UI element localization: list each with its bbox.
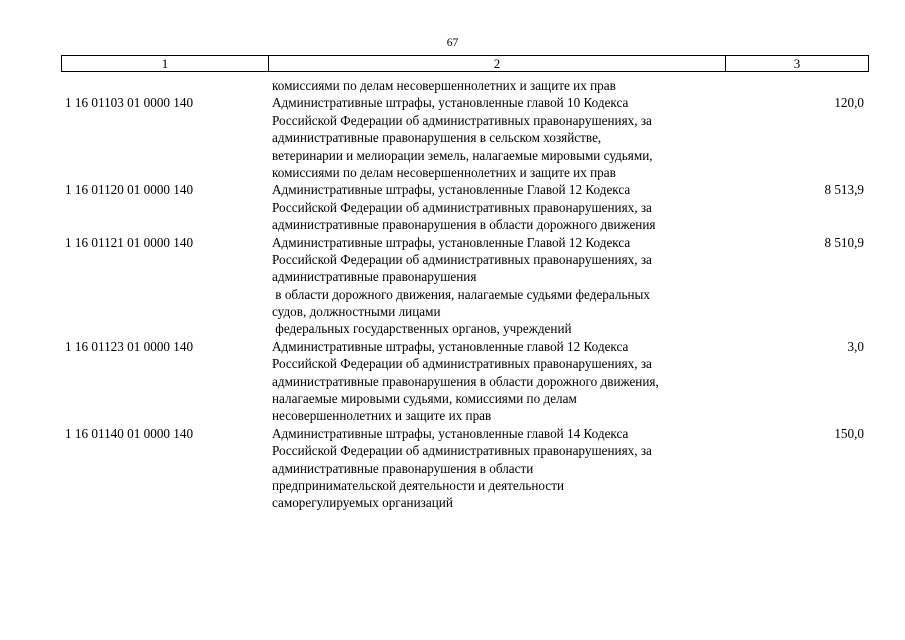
table-row — [61, 216, 865, 233]
description-text: Российской Федерации об административных правонарушениях, за — [272, 356, 652, 372]
amount-value — [723, 477, 865, 494]
table-row — [61, 199, 865, 216]
description-text: налагаемые мировыми судьями, комиссиями по делам — [272, 391, 577, 407]
amount-value — [723, 303, 865, 320]
table-row — [61, 442, 865, 459]
description-text: Российской Федерации об административных правонарушениях, за — [272, 112, 652, 128]
budget-code — [61, 460, 267, 477]
budget-code — [61, 355, 267, 372]
table-row — [61, 268, 865, 285]
description-text: Административные штрафы, установленные Главой 12 Кодекса — [272, 234, 631, 250]
description-text: административные правонарушения в области — [272, 460, 534, 476]
header-col-description: 2 — [269, 56, 726, 72]
budget-code — [61, 494, 267, 511]
table-row — [61, 77, 865, 94]
table-row — [61, 320, 865, 337]
amount-value — [723, 320, 865, 337]
amount-value — [723, 460, 865, 477]
description-text: ветеринарии и мелиорации земель, налагаемые мировыми судьями, — [272, 147, 653, 163]
description-text: комиссиями по делам несовершеннолетних и защите их прав — [272, 78, 616, 93]
budget-code — [61, 407, 267, 424]
table-row — [61, 129, 865, 146]
budget-code — [61, 164, 267, 181]
table-row — [61, 164, 865, 181]
amount-value — [723, 355, 865, 372]
table-row — [61, 494, 865, 511]
amount-value — [723, 216, 865, 233]
budget-code — [61, 216, 267, 233]
description-text: комиссиями по делам несовершеннолетних и защите их прав — [272, 164, 616, 180]
table-row — [61, 286, 865, 303]
table-row — [61, 303, 865, 320]
table-row — [61, 460, 865, 477]
header-row — [62, 56, 869, 72]
budget-code: 1 16 01140 01 0000 140 — [65, 425, 194, 441]
table-row — [61, 234, 865, 251]
header-col-code: 1 — [62, 56, 269, 72]
table-row — [61, 355, 865, 372]
budget-code — [61, 286, 267, 303]
description-text: административные правонарушения в области дорожного движения — [272, 217, 656, 233]
description-text: Российской Федерации об административных правонарушениях, за — [272, 443, 652, 459]
budget-code — [61, 390, 267, 407]
budget-code — [61, 129, 267, 146]
budget-code — [61, 320, 267, 337]
table-row — [61, 425, 865, 442]
description-text: Административные штрафы, установленные Главой 12 Кодекса — [272, 182, 631, 198]
budget-code: 1 16 01120 01 0000 140 — [65, 182, 194, 198]
description-text: Российской Федерации об административных правонарушениях, за — [272, 199, 652, 215]
description-text: Административные штрафы, установленные главой 14 Кодекса — [272, 425, 629, 441]
amount-value: 3,0 — [847, 338, 864, 354]
table-row — [61, 407, 865, 424]
amount-value: 150,0 — [834, 425, 864, 441]
amount-value: 120,0 — [834, 95, 864, 111]
description-text: саморегулируемых организаций — [272, 495, 453, 511]
table-row — [61, 373, 865, 390]
budget-code: 1 16 01121 01 0000 140 — [65, 234, 194, 250]
description-text: Российской Федерации об административных правонарушениях, за — [272, 251, 652, 267]
budget-code — [61, 303, 267, 320]
header-col-amount: 3 — [726, 56, 869, 72]
budget-code — [61, 442, 267, 459]
table-header — [61, 55, 869, 72]
table-row — [61, 251, 865, 268]
description-text: административные правонарушения — [272, 269, 477, 285]
amount-value — [723, 286, 865, 303]
budget-code — [61, 373, 267, 390]
amount-value — [723, 129, 865, 146]
description-text: федеральных государственных органов, учреждений — [272, 321, 572, 337]
amount-value — [723, 147, 865, 164]
amount-value — [723, 268, 865, 285]
table-row — [61, 390, 865, 407]
table-row — [61, 181, 865, 198]
table-row — [61, 112, 865, 129]
description-text: административные правонарушения в области дорожного движения, — [272, 373, 659, 389]
table-row — [61, 338, 865, 355]
amount-value — [723, 164, 865, 181]
table-body — [61, 77, 865, 512]
budget-code — [61, 199, 267, 216]
amount-value: 8 513,9 — [824, 182, 864, 198]
budget-code — [61, 268, 267, 285]
page-number: 67 — [446, 37, 459, 49]
table-row — [61, 147, 865, 164]
amount-value — [723, 407, 865, 424]
table-row — [61, 477, 865, 494]
budget-code — [61, 477, 267, 494]
amount-value — [723, 77, 865, 94]
amount-value — [723, 199, 865, 216]
budget-code — [61, 112, 267, 129]
description-text: судов, должностными лицами — [272, 304, 441, 320]
amount-value — [723, 251, 865, 268]
budget-code: 1 16 01123 01 0000 140 — [65, 338, 194, 354]
description-text: в области дорожного движения, налагаемые судьями федеральных — [272, 286, 650, 302]
description-text: Административные штрафы, установленные главой 10 Кодекса — [272, 95, 629, 111]
budget-code — [61, 147, 267, 164]
budget-code — [61, 77, 267, 94]
budget-code: 1 16 01103 01 0000 140 — [65, 95, 194, 111]
description-text: несовершеннолетних и защите их прав — [272, 408, 492, 424]
amount-value — [723, 494, 865, 511]
amount-value — [723, 373, 865, 390]
table-row — [61, 94, 865, 111]
amount-value — [723, 112, 865, 129]
amount-value — [723, 390, 865, 407]
budget-code — [61, 251, 267, 268]
description-text: предпринимательской деятельности и деятельности — [272, 477, 565, 493]
description-text: Административные штрафы, установленные главой 12 Кодекса — [272, 338, 629, 354]
description-text: административные правонарушения в сельском хозяйстве, — [272, 130, 602, 146]
amount-value: 8 510,9 — [824, 234, 864, 250]
amount-value — [723, 442, 865, 459]
